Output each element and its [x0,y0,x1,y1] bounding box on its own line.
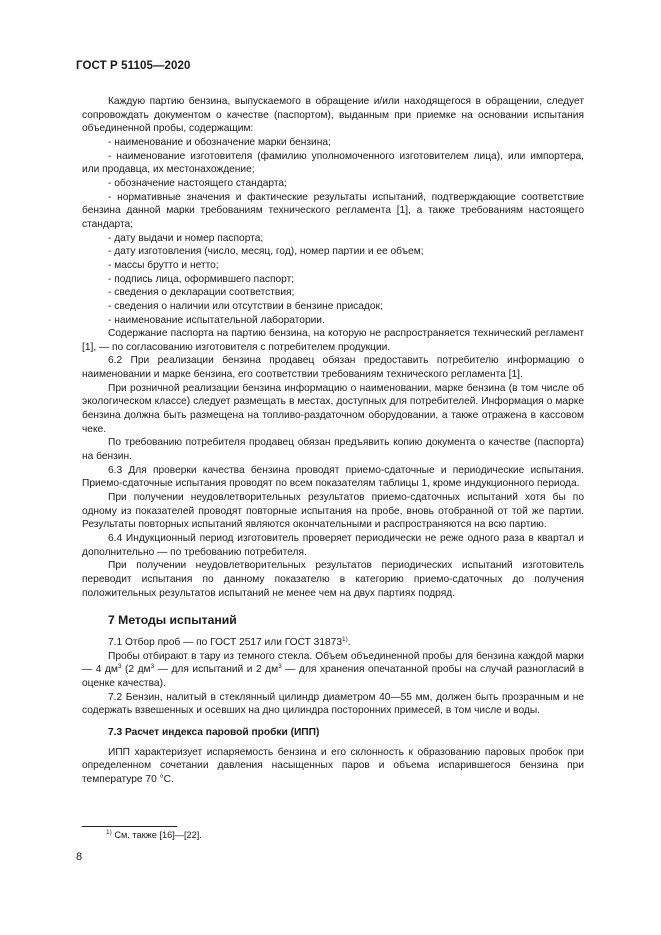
paragraph: 6.4 Индукционный период изготовитель проверяет периодически не реже одного раза в квартал и дополнительно — по требованию потребителя. [82,533,584,558]
paragraph-7-1 [82,636,584,650]
paragraph: 6.2 При реализации бензина продавец обязан предоставить потребителю информацию о наименовании и марке бензина, его соответствии требованиям технического регламента [1]. [82,355,584,381]
list-item: - наименование и обозначение марки бензина; [108,136,331,148]
text-run: — для хранения опечатанной пробы на случай разногласий в оценке качества). [82,664,585,689]
footnote-divider [82,826,177,827]
list-item: - подпись лица, оформившего паспорт; [108,273,295,285]
footnote [106,830,202,840]
footnote-ref[interactable]: 1) [341,635,348,643]
text-run: — для испытаний и 2 дм [154,664,279,676]
list-item: - дату изготовления (число, месяц, год), номер партии и ее объем; [108,246,424,258]
paragraph-7-1-end: . [347,636,351,648]
paragraph: При розничной реализации бензина информацию о наименовании, марке бензина (в том числе об экологическом классе) следует размещать в местах, доступных для потребителей. Информация о марке бензина должна быть размещена на топливо-раздаточном оборудовании, а также отражена в кассовом чеке. [82,382,584,435]
footnote-marker: 1) [106,829,112,836]
paragraph: Содержание паспорта на партию бензина, на которую не распространяется технический регламент [1], — по согласованию изготовителя с потребителем продукции. [82,328,584,353]
paragraph-7-2: 7.2 Бензин, налитый в стеклянный цилиндр диаметром 40—55 мм, должен быть прозрачным и не содержать взвешенных и осевших на дно цилиндра посторонних примесей, в том числе и воды. [82,691,584,717]
text-run: (2 дм [121,664,151,676]
document-code: ГОСТ Р 51105—2020 [76,60,191,72]
list-item: - массы брутто и нетто; [108,259,219,271]
subsection-7-3-heading: 7.3 Расчет индекса паровой пробки (ИПП) [108,726,320,738]
superscript: 3 [278,663,282,671]
paragraph: По требованию потребителя продавец обязан предъявить копию документа о качестве (паспорта) на бензин. [82,437,584,463]
list-item: - обозначение настоящего стандарта; [108,177,287,189]
superscript: 3 [150,663,155,671]
list-item: - наименование испытательной лаборатории. [108,314,325,326]
paragraph-7-3: ИПП характеризует испаряемость бензина и его склонность к образованию паровых пробок при определенном сочетании давления насыщенных паров и объема испарившегося бензина при температуре 70 °С. [82,746,584,785]
paragraph: 6.3 Для проверки качества бензина проводят приемо-сдаточные и периодические испытания. Приемо-сдаточные испытания проводят по всем показателям таблицы 1, кроме индукционного периода. [82,464,584,490]
page-number: 8 [76,851,83,863]
superscript: 3 [117,663,122,671]
list-item: - сведения о наличии или отсутствии в бензине присадок; [108,300,383,312]
body-text [82,95,584,787]
paragraph-7-1-sampling [82,650,584,691]
paragraph-7-1-text: 7.1 Отбор проб — по ГОСТ 2517 или ГОСТ 31873 [108,636,342,648]
text-run: Пробы отбирают в тару из темного стекла. Объем объединенной пробы для бензина каждой марки — 4 дм [82,650,584,676]
list-item: - наименование изготовителя (фамилию уполномоченного изготовителем лица), или импортера, или продавца, их местонахождение; [82,150,584,176]
paragraph: При получении неудовлетворительных результатов приемо-сдаточных испытаний хотя бы по одному из показателей проводят повторные испытания на пробе, вновь отобранной от той же партии. Результаты повторных испытаний являются окончательными и распространяются на всю партию. [82,492,584,531]
footnote-text: См. также [16]—[22]. [111,830,202,840]
list-item: - нормативные значения и фактические результаты испытаний, подтверждающие соответствие бензина данной марки требованиям технического регламента [1], а также требованиям настоящего стандарта; [82,191,584,230]
section-7-heading: 7 Методы испытаний [108,613,237,628]
paragraph: При получении неудовлетворительных результатов периодических испытаний изготовитель переводит испытания по данному показателю в категорию приемо-сдаточных до получения положительных результатов испытаний не менее чем на двух партиях подряд. [82,560,584,599]
paragraph: Каждую партию бензина, выпускаемого в обращение и/или находящегося в обращении, следует сопровождать документом о качестве (паспортом), выданным при приемке на основании испытания объединенной пробы, содержащим: [82,96,584,135]
list-item: - сведения о декларации соответствия; [108,287,295,299]
list-item: - дату выдачи и номер паспорта; [108,232,264,244]
